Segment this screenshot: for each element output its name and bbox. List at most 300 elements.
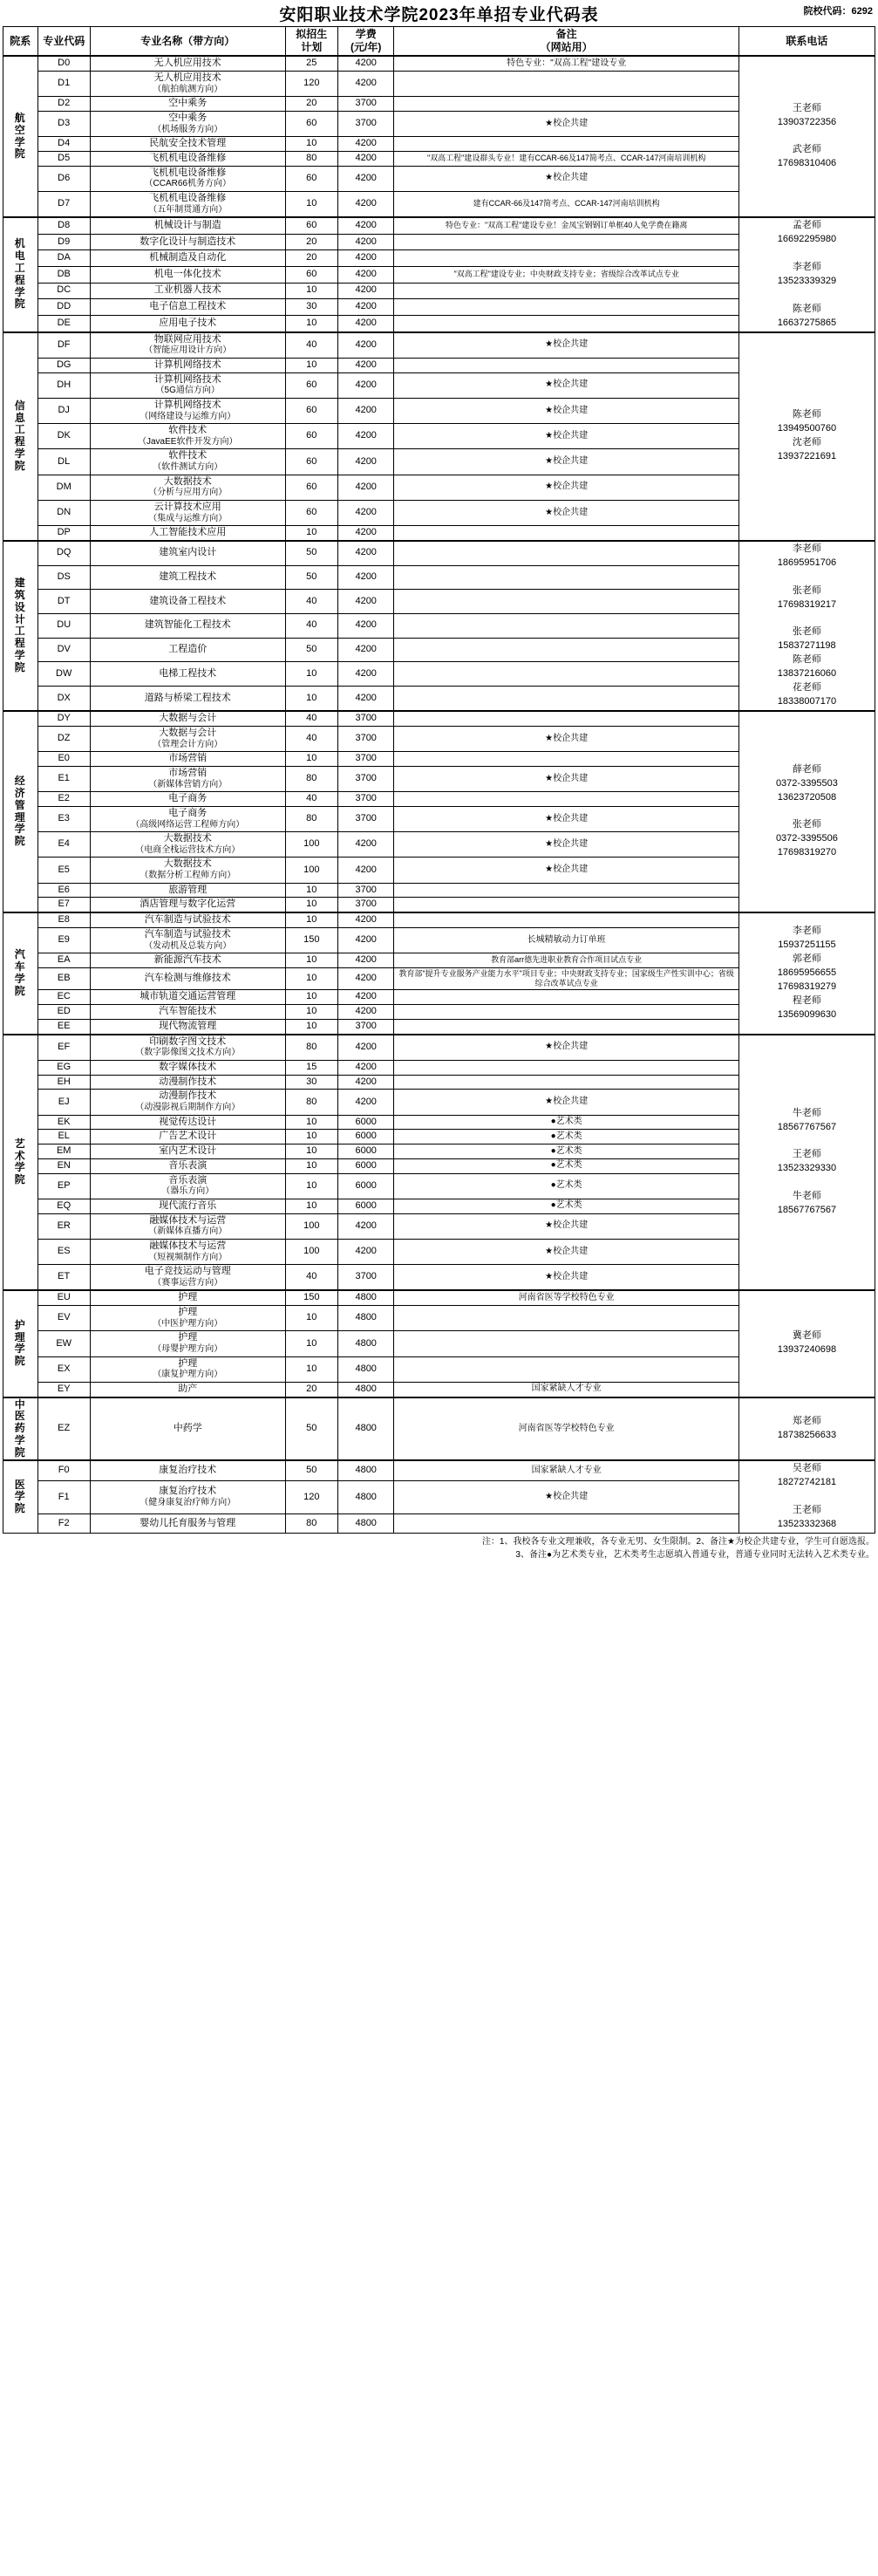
plan-cell: 10 bbox=[285, 990, 337, 1005]
fee-cell: 6000 bbox=[337, 1130, 394, 1145]
major-code-cell: EF bbox=[37, 1035, 90, 1061]
note-cell bbox=[394, 898, 738, 912]
fee-cell: 4200 bbox=[337, 137, 394, 152]
major-name-cell: 汽车智能技术 bbox=[90, 1005, 285, 1020]
plan-cell: 10 bbox=[285, 752, 337, 767]
major-code-cell: E1 bbox=[37, 766, 90, 791]
plan-cell: 60 bbox=[285, 449, 337, 475]
plan-cell: 100 bbox=[285, 1213, 337, 1239]
contact-cell: 李老师 15937251155 郭老师 18695956655 17698319279 程老师 13569099630 bbox=[738, 912, 875, 1035]
contact-cell: 王老师 13903722356 武老师 17698310406 bbox=[738, 56, 875, 217]
plan-cell: 50 bbox=[285, 1397, 337, 1461]
major-code-cell: DW bbox=[37, 662, 90, 687]
note-cell bbox=[394, 1060, 738, 1075]
fee-cell: 4200 bbox=[337, 662, 394, 687]
note-cell bbox=[394, 250, 738, 267]
fee-cell: 4200 bbox=[337, 526, 394, 541]
major-code-cell: EU bbox=[37, 1290, 90, 1305]
plan-cell: 80 bbox=[285, 806, 337, 831]
plan-cell: 40 bbox=[285, 726, 337, 751]
major-code-cell: DL bbox=[37, 449, 90, 475]
plan-cell: 10 bbox=[285, 953, 337, 968]
table-row bbox=[3, 1460, 875, 1480]
major-code-cell: EZ bbox=[37, 1397, 90, 1461]
fee-cell: 4800 bbox=[337, 1514, 394, 1534]
major-name-cell: 音乐表演 bbox=[90, 1158, 285, 1173]
note-cell: ★校企共建 bbox=[394, 111, 738, 136]
major-name-cell: 护理 （康复护理方向） bbox=[90, 1356, 285, 1382]
fee-cell: 4200 bbox=[337, 372, 394, 398]
major-name-cell: 酒店管理与数字化运营 bbox=[90, 898, 285, 912]
department-cell: 信 息 工 程 学 院 bbox=[3, 332, 38, 541]
note-cell bbox=[394, 299, 738, 316]
fee-cell: 4200 bbox=[337, 1213, 394, 1239]
major-name-cell: 机械设计与制造 bbox=[90, 217, 285, 234]
note-cell: ★校企共建 bbox=[394, 1239, 738, 1264]
major-code-cell: EL bbox=[37, 1130, 90, 1145]
major-name-cell: 计算机网络技术 bbox=[90, 358, 285, 372]
plan-cell: 10 bbox=[285, 526, 337, 541]
fee-cell: 4200 bbox=[337, 315, 394, 331]
fee-cell: 3700 bbox=[337, 97, 394, 112]
plan-cell: 40 bbox=[285, 614, 337, 639]
plan-cell: 10 bbox=[285, 191, 337, 217]
table-row bbox=[3, 1290, 875, 1305]
note-cell: ●艺术类 bbox=[394, 1145, 738, 1159]
plan-cell: 10 bbox=[285, 1145, 337, 1159]
major-name-cell: 道路与桥梁工程技术 bbox=[90, 687, 285, 712]
major-code-cell: DU bbox=[37, 614, 90, 639]
table-row bbox=[3, 56, 875, 71]
note-cell bbox=[394, 687, 738, 712]
major-name-cell: 云计算技术应用 （集成与运维方向） bbox=[90, 500, 285, 525]
department-cell: 建 筑 设 计 工 程 学 院 bbox=[3, 541, 38, 711]
fee-cell: 4200 bbox=[337, 191, 394, 217]
note-cell bbox=[394, 1514, 738, 1534]
fee-cell: 4800 bbox=[337, 1382, 394, 1397]
fee-cell: 4800 bbox=[337, 1397, 394, 1461]
major-name-cell: 大数据与会计 bbox=[90, 711, 285, 726]
plan-cell: 50 bbox=[285, 565, 337, 590]
major-code-cell: DB bbox=[37, 266, 90, 283]
major-code-cell: E0 bbox=[37, 752, 90, 767]
major-code-cell: EX bbox=[37, 1356, 90, 1382]
note-cell bbox=[394, 358, 738, 372]
note-cell: 长城精敏动力订单班 bbox=[394, 927, 738, 953]
major-code-cell: E3 bbox=[37, 806, 90, 831]
major-code-cell: EC bbox=[37, 990, 90, 1005]
major-name-cell: 飞机机电设备维修 （CCAR66机务方向） bbox=[90, 166, 285, 191]
fee-cell: 4200 bbox=[337, 858, 394, 883]
major-name-cell: 民航安全技术管理 bbox=[90, 137, 285, 152]
note-cell bbox=[394, 711, 738, 726]
note-cell: ★校企共建 bbox=[394, 766, 738, 791]
fee-cell: 4200 bbox=[337, 1075, 394, 1090]
contact-cell: 吴老师 18272742181 王老师 13523332368 bbox=[738, 1460, 875, 1533]
plan-cell: 10 bbox=[285, 883, 337, 898]
plan-cell: 50 bbox=[285, 541, 337, 565]
major-name-cell: 空中乘务 bbox=[90, 97, 285, 112]
note-cell bbox=[394, 97, 738, 112]
department-cell: 航 空 学 院 bbox=[3, 56, 38, 217]
institution-code: 院校代码：6292 bbox=[803, 6, 873, 17]
note-cell bbox=[394, 541, 738, 565]
plan-cell: 40 bbox=[285, 1265, 337, 1291]
plan-cell: 10 bbox=[285, 1130, 337, 1145]
major-code-cell: D2 bbox=[37, 97, 90, 112]
major-code-cell: D5 bbox=[37, 151, 90, 166]
fee-cell: 6000 bbox=[337, 1145, 394, 1159]
note-cell bbox=[394, 526, 738, 541]
major-code-cell: EG bbox=[37, 1060, 90, 1075]
fee-cell: 3700 bbox=[337, 726, 394, 751]
plan-cell: 100 bbox=[285, 832, 337, 858]
major-code-cell: DM bbox=[37, 475, 90, 500]
note-cell: ★校企共建 bbox=[394, 372, 738, 398]
major-name-cell: 旅游管理 bbox=[90, 883, 285, 898]
fee-cell: 4200 bbox=[337, 166, 394, 191]
department-cell: 经 济 管 理 学 院 bbox=[3, 711, 38, 912]
plan-cell: 30 bbox=[285, 1075, 337, 1090]
major-code-cell: DN bbox=[37, 500, 90, 525]
fee-cell: 3700 bbox=[337, 1019, 394, 1034]
major-code-cell: DY bbox=[37, 711, 90, 726]
note-cell: 教育部"提升专业服务产业能力水平"项目专业；中央财政支持专业；国家级生产性实训中心；省级综合改革试点专业 bbox=[394, 967, 738, 990]
major-code-cell: E2 bbox=[37, 792, 90, 807]
col-plan: 拟招生 计划 bbox=[285, 27, 337, 57]
plan-cell: 10 bbox=[285, 1306, 337, 1331]
major-name-cell: 建筑智能化工程技术 bbox=[90, 614, 285, 639]
department-cell: 汽 车 学 院 bbox=[3, 912, 38, 1035]
table-row bbox=[3, 332, 875, 359]
fee-cell: 6000 bbox=[337, 1115, 394, 1130]
major-code-cell: EY bbox=[37, 1382, 90, 1397]
major-name-cell: 助产 bbox=[90, 1382, 285, 1397]
fee-cell: 4200 bbox=[337, 927, 394, 953]
major-name-cell: 中药学 bbox=[90, 1397, 285, 1461]
major-name-cell: 无人机应用技术 bbox=[90, 56, 285, 71]
fee-cell: 3700 bbox=[337, 792, 394, 807]
major-code-cell: DK bbox=[37, 424, 90, 449]
plan-cell: 10 bbox=[285, 315, 337, 331]
note-cell: 河南省医等学校特色专业 bbox=[394, 1397, 738, 1461]
note-cell bbox=[394, 1019, 738, 1034]
fee-cell: 4200 bbox=[337, 687, 394, 712]
note-cell bbox=[394, 1306, 738, 1331]
major-code-cell: DQ bbox=[37, 541, 90, 565]
note-cell bbox=[394, 283, 738, 299]
major-name-cell: 新能源汽车技术 bbox=[90, 953, 285, 968]
major-code-cell: EA bbox=[37, 953, 90, 968]
major-code-cell: ED bbox=[37, 1005, 90, 1020]
plan-cell: 80 bbox=[285, 1035, 337, 1061]
plan-cell: 10 bbox=[285, 912, 337, 927]
fee-cell: 3700 bbox=[337, 111, 394, 136]
fee-cell: 4200 bbox=[337, 614, 394, 639]
major-name-cell: 空中乘务 （机场服务方向） bbox=[90, 111, 285, 136]
plan-cell: 80 bbox=[285, 766, 337, 791]
fee-cell: 4800 bbox=[337, 1460, 394, 1480]
major-code-cell: EK bbox=[37, 1115, 90, 1130]
major-name-cell: 汽车制造与试验技术 （发动机及总装方向） bbox=[90, 927, 285, 953]
fee-cell: 4200 bbox=[337, 1005, 394, 1020]
fee-cell: 3700 bbox=[337, 766, 394, 791]
fee-cell: 4200 bbox=[337, 217, 394, 234]
department-cell: 机 电 工 程 学 院 bbox=[3, 217, 38, 332]
major-code-cell: DP bbox=[37, 526, 90, 541]
major-name-cell: 现代流行音乐 bbox=[90, 1199, 285, 1213]
major-name-cell: 应用电子技术 bbox=[90, 315, 285, 331]
note-cell: ★校企共建 bbox=[394, 726, 738, 751]
plan-cell: 20 bbox=[285, 250, 337, 267]
department-cell: 艺 术 学 院 bbox=[3, 1035, 38, 1291]
note-cell: ★校企共建 bbox=[394, 1213, 738, 1239]
fee-cell: 6000 bbox=[337, 1173, 394, 1199]
fee-cell: 4800 bbox=[337, 1306, 394, 1331]
plan-cell: 10 bbox=[285, 1173, 337, 1199]
note-cell: ★校企共建 bbox=[394, 166, 738, 191]
plan-cell: 20 bbox=[285, 97, 337, 112]
major-name-cell: 护理 （母婴护理方向） bbox=[90, 1331, 285, 1356]
fee-cell: 6000 bbox=[337, 1158, 394, 1173]
note-cell: 河南省医等学校特色专业 bbox=[394, 1290, 738, 1305]
plan-cell: 80 bbox=[285, 1090, 337, 1115]
major-code-cell: ES bbox=[37, 1239, 90, 1264]
plan-cell: 50 bbox=[285, 638, 337, 662]
fee-cell: 4200 bbox=[337, 1060, 394, 1075]
note-cell: ★校企共建 bbox=[394, 424, 738, 449]
contact-cell: 郑老师 18738256633 bbox=[738, 1397, 875, 1461]
fee-cell: 4200 bbox=[337, 151, 394, 166]
major-code-cell: E6 bbox=[37, 883, 90, 898]
major-code-cell: EB bbox=[37, 967, 90, 990]
note-cell bbox=[394, 1331, 738, 1356]
major-name-cell: 康复治疗技术 （健身康复治疗师方向） bbox=[90, 1480, 285, 1513]
fee-cell: 4200 bbox=[337, 250, 394, 267]
table-row bbox=[3, 541, 875, 565]
fee-cell: 4200 bbox=[337, 565, 394, 590]
major-code-cell: E8 bbox=[37, 912, 90, 927]
fee-cell: 4200 bbox=[337, 1035, 394, 1061]
fee-cell: 4200 bbox=[337, 953, 394, 968]
major-code-cell: D0 bbox=[37, 56, 90, 71]
contact-cell: 陈老师 13949500760 沈老师 13937221691 bbox=[738, 332, 875, 541]
note-cell: 国家紧缺人才专业 bbox=[394, 1382, 738, 1397]
major-name-cell: 软件技术 （软件测试方向） bbox=[90, 449, 285, 475]
fee-cell: 4200 bbox=[337, 967, 394, 990]
note-cell bbox=[394, 883, 738, 898]
fee-cell: 4200 bbox=[337, 500, 394, 525]
major-name-cell: 计算机网络技术 （网络建设与运维方向） bbox=[90, 398, 285, 423]
majors-table bbox=[3, 26, 875, 1534]
major-code-cell: F1 bbox=[37, 1480, 90, 1513]
major-name-cell: 机电一体化技术 bbox=[90, 266, 285, 283]
note-cell: ★校企共建 bbox=[394, 475, 738, 500]
major-name-cell: 无人机应用技术 （航拍航测方向） bbox=[90, 71, 285, 96]
major-name-cell: 动漫制作技术 （动漫影视后期制作方向） bbox=[90, 1090, 285, 1115]
major-name-cell: 飞机机电设备维修 bbox=[90, 151, 285, 166]
plan-cell: 10 bbox=[285, 1005, 337, 1020]
major-name-cell: 数字化设计与制造技术 bbox=[90, 234, 285, 250]
fee-cell: 4200 bbox=[337, 449, 394, 475]
table-header-row bbox=[3, 27, 875, 57]
major-code-cell: EW bbox=[37, 1331, 90, 1356]
major-name-cell: 融媒体技术与运营 （新媒体直播方向） bbox=[90, 1213, 285, 1239]
plan-cell: 10 bbox=[285, 967, 337, 990]
fee-cell: 6000 bbox=[337, 1199, 394, 1213]
fee-cell: 3700 bbox=[337, 1265, 394, 1291]
note-cell: ●艺术类 bbox=[394, 1130, 738, 1145]
major-code-cell: E9 bbox=[37, 927, 90, 953]
major-name-cell: 建筑工程技术 bbox=[90, 565, 285, 590]
fee-cell: 4800 bbox=[337, 1331, 394, 1356]
plan-cell: 30 bbox=[285, 299, 337, 316]
contact-cell: 牛老师 18567767567 王老师 13523329330 牛老师 18567767567 bbox=[738, 1035, 875, 1291]
note-cell: ★校企共建 bbox=[394, 832, 738, 858]
col-fee: 学费 (元/年) bbox=[337, 27, 394, 57]
note-cell bbox=[394, 614, 738, 639]
note-cell bbox=[394, 752, 738, 767]
fee-cell: 4200 bbox=[337, 1239, 394, 1264]
major-code-cell: EJ bbox=[37, 1090, 90, 1115]
plan-cell: 150 bbox=[285, 927, 337, 953]
fee-cell: 4200 bbox=[337, 1090, 394, 1115]
major-code-cell: EN bbox=[37, 1158, 90, 1173]
page-title: 安阳职业技术学院2023年单招专业代码表 bbox=[279, 5, 599, 24]
plan-cell: 100 bbox=[285, 858, 337, 883]
note-cell: ●艺术类 bbox=[394, 1115, 738, 1130]
major-code-cell: ER bbox=[37, 1213, 90, 1239]
major-code-cell: EV bbox=[37, 1306, 90, 1331]
major-code-cell: DG bbox=[37, 358, 90, 372]
table-footnotes bbox=[0, 1536, 875, 1561]
plan-cell: 60 bbox=[285, 217, 337, 234]
plan-cell: 120 bbox=[285, 71, 337, 96]
note-cell: ★校企共建 bbox=[394, 398, 738, 423]
fee-cell: 4200 bbox=[337, 424, 394, 449]
contact-cell: 薛老师 0372-3395503 13623720508 张老师 0372-3395506 17698319270 bbox=[738, 711, 875, 912]
major-name-cell: 电梯工程技术 bbox=[90, 662, 285, 687]
fee-cell: 4200 bbox=[337, 832, 394, 858]
note-cell: 国家紧缺人才专业 bbox=[394, 1460, 738, 1480]
plan-cell: 10 bbox=[285, 1158, 337, 1173]
major-code-cell: EE bbox=[37, 1019, 90, 1034]
major-name-cell: 室内艺术设计 bbox=[90, 1145, 285, 1159]
major-name-cell: 人工智能技术应用 bbox=[90, 526, 285, 541]
note-cell: "双高工程"建设群头专业！建有CCAR-66及147简考点、CCAR-147河南培训机构 bbox=[394, 151, 738, 166]
note-cell: 教育部arr德先进职业教育合作项目试点专业 bbox=[394, 953, 738, 968]
note-cell bbox=[394, 1075, 738, 1090]
plan-cell: 60 bbox=[285, 398, 337, 423]
fee-cell: 3700 bbox=[337, 752, 394, 767]
note-cell bbox=[394, 1005, 738, 1020]
major-name-cell: 机械制造及自动化 bbox=[90, 250, 285, 267]
major-code-cell: F0 bbox=[37, 1460, 90, 1480]
plan-cell: 150 bbox=[285, 1290, 337, 1305]
plan-cell: 40 bbox=[285, 792, 337, 807]
note-cell bbox=[394, 1356, 738, 1382]
table-row bbox=[3, 912, 875, 927]
major-name-cell: 电子信息工程技术 bbox=[90, 299, 285, 316]
plan-cell: 10 bbox=[285, 1115, 337, 1130]
fee-cell: 4200 bbox=[337, 56, 394, 71]
plan-cell: 60 bbox=[285, 500, 337, 525]
major-code-cell: DC bbox=[37, 283, 90, 299]
note-cell bbox=[394, 71, 738, 96]
major-name-cell: 工程造价 bbox=[90, 638, 285, 662]
department-cell: 医 学 院 bbox=[3, 1460, 38, 1533]
note-cell bbox=[394, 638, 738, 662]
fee-cell: 3700 bbox=[337, 806, 394, 831]
major-name-cell: 汽车检测与维修技术 bbox=[90, 967, 285, 990]
note-cell: ★校企共建 bbox=[394, 1090, 738, 1115]
plan-cell: 40 bbox=[285, 332, 337, 359]
plan-cell: 15 bbox=[285, 1060, 337, 1075]
plan-cell: 50 bbox=[285, 1460, 337, 1480]
major-name-cell: 建筑室内设计 bbox=[90, 541, 285, 565]
plan-cell: 120 bbox=[285, 1480, 337, 1513]
col-name: 专业名称（带方向） bbox=[90, 27, 285, 57]
fee-cell: 4200 bbox=[337, 912, 394, 927]
major-code-cell: DD bbox=[37, 299, 90, 316]
plan-cell: 10 bbox=[285, 358, 337, 372]
major-name-cell: 广告艺术设计 bbox=[90, 1130, 285, 1145]
major-code-cell: E5 bbox=[37, 858, 90, 883]
major-code-cell: D6 bbox=[37, 166, 90, 191]
fee-cell: 4200 bbox=[337, 475, 394, 500]
fee-cell: 4200 bbox=[337, 590, 394, 614]
plan-cell: 60 bbox=[285, 372, 337, 398]
col-code: 专业代码 bbox=[37, 27, 90, 57]
major-name-cell: 护理 （中医护理方向） bbox=[90, 1306, 285, 1331]
major-code-cell: D3 bbox=[37, 111, 90, 136]
note-cell: 建有CCAR-66及147简考点、CCAR-147河南培训机构 bbox=[394, 191, 738, 217]
fee-cell: 3700 bbox=[337, 711, 394, 726]
major-name-cell: 大数据技术 （数据分析工程师方向） bbox=[90, 858, 285, 883]
major-name-cell: 电子商务 （高级网络运营工程师方向） bbox=[90, 806, 285, 831]
fee-cell: 3700 bbox=[337, 898, 394, 912]
major-name-cell: 大数据技术 （电商全栈运营技术方向） bbox=[90, 832, 285, 858]
col-note: 备注 （网站用） bbox=[394, 27, 738, 57]
major-name-cell: 大数据与会计 （管理会计方向） bbox=[90, 726, 285, 751]
table-row bbox=[3, 711, 875, 726]
major-name-cell: 市场营销 （新媒体营销方向） bbox=[90, 766, 285, 791]
note-cell: 特色专业："双高工程"建设专业！金凤宝钢钢订单框40人免学费在籍离 bbox=[394, 217, 738, 234]
major-code-cell: F2 bbox=[37, 1514, 90, 1534]
plan-cell: 10 bbox=[285, 1199, 337, 1213]
major-name-cell: 电子商务 bbox=[90, 792, 285, 807]
plan-cell: 80 bbox=[285, 1514, 337, 1534]
major-name-cell: 护理 bbox=[90, 1290, 285, 1305]
major-name-cell: 婴幼儿托育服务与管理 bbox=[90, 1514, 285, 1534]
major-name-cell: 音乐表演 （器乐方向） bbox=[90, 1173, 285, 1199]
plan-cell: 100 bbox=[285, 1239, 337, 1264]
major-code-cell: D1 bbox=[37, 71, 90, 96]
plan-cell: 60 bbox=[285, 424, 337, 449]
plan-cell: 40 bbox=[285, 711, 337, 726]
major-name-cell: 视觉传达设计 bbox=[90, 1115, 285, 1130]
department-cell: 中 医 药 学 院 bbox=[3, 1397, 38, 1461]
fee-cell: 4200 bbox=[337, 541, 394, 565]
note-cell: ★校企共建 bbox=[394, 449, 738, 475]
major-name-cell: 大数据技术 （分析与应用方向） bbox=[90, 475, 285, 500]
major-name-cell: 融媒体技术与运营 （短视频制作方向） bbox=[90, 1239, 285, 1264]
plan-cell: 40 bbox=[285, 590, 337, 614]
plan-cell: 60 bbox=[285, 266, 337, 283]
table-body bbox=[3, 56, 875, 1534]
plan-cell: 60 bbox=[285, 111, 337, 136]
major-code-cell: DZ bbox=[37, 726, 90, 751]
